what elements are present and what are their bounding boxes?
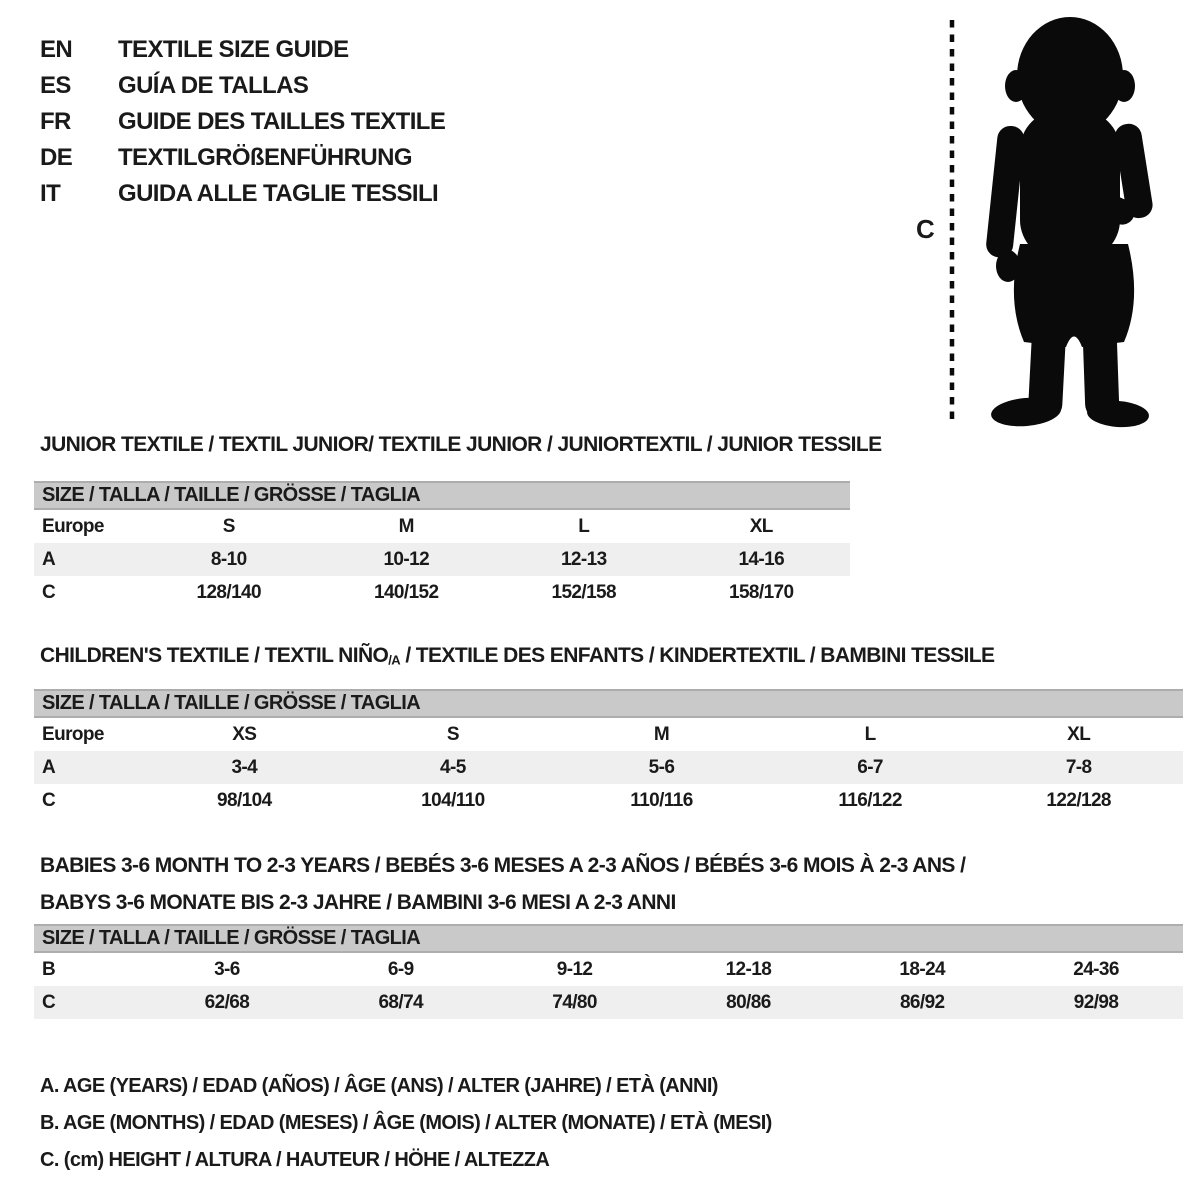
language-row-en [40,32,445,68]
language-title: GUIDE DES TAILLES TEXTILE [118,108,446,135]
height-cell: 128/140 [196,581,261,603]
junior-section-title: JUNIOR TEXTILE / TEXTIL JUNIOR/ TEXTILE JUNIOR / JUNIORTEXTIL / JUNIOR TESSILE [40,433,882,456]
language-code: ES [40,72,71,99]
size-header-label: SIZE / TALLA / TAILLE / GRÖSSE / TAGLIA [42,484,421,506]
height-cell: 68/74 [378,991,424,1013]
height-cell: 152/158 [551,581,616,603]
table-row-europe [34,718,1183,751]
table-row-height [34,784,1183,817]
age-cell: 6-9 [387,958,414,980]
children-title-subscript: /A [388,652,401,668]
legend-line-a: A. AGE (YEARS) / EDAD (AÑOS) / ÂGE (ANS) / ALTER (JAHRE) / ETÀ (ANNI) [40,1075,718,1097]
age-cell: 6-7 [857,756,883,778]
age-cell: 14-16 [738,548,785,570]
size-header-row [34,924,1183,953]
age-cell: 7-8 [1065,756,1092,778]
height-cell: 80/86 [726,991,771,1013]
language-code: IT [40,180,61,207]
age-cell: 3-4 [231,756,258,778]
age-cell: 4-5 [440,756,466,778]
language-title: TEXTILE SIZE GUIDE [118,36,349,63]
row-label-cell: Europe [42,723,104,745]
size-cell: S [222,515,235,537]
height-cell: 98/104 [217,789,272,811]
age-cell: 24-36 [1073,958,1119,980]
table-row-age [34,751,1183,784]
language-row-fr [40,104,445,140]
row-label-cell: A [42,756,56,778]
babies-section-title [40,847,965,921]
height-cell: 92/98 [1073,991,1119,1013]
measurement-legend [40,1068,772,1179]
size-cell: L [578,515,590,537]
row-label-cell: B [42,958,56,980]
size-header-label: SIZE / TALLA / TAILLE / GRÖSSE / TAGLIA [42,927,421,949]
table-row-height [34,986,1183,1019]
height-cell: 122/128 [1046,789,1111,811]
height-cell: 62/68 [204,991,250,1013]
language-row-es [40,68,445,104]
height-measure-label: C [916,214,935,244]
size-header-label: SIZE / TALLA / TAILLE / GRÖSSE / TAGLIA [42,692,421,714]
language-row-it [40,176,445,212]
row-label-cell: Europe [42,515,104,537]
height-cell: 104/110 [421,789,485,811]
row-label-cell: C [42,991,56,1013]
children-title-prefix: CHILDREN'S TEXTILE / TEXTIL NIÑO [40,644,389,667]
age-cell: 5-6 [648,756,675,778]
language-row-de [40,140,445,176]
size-cell: S [446,723,459,745]
size-cell: M [653,723,670,745]
language-code: DE [40,144,73,171]
height-cell: 86/92 [899,991,945,1013]
row-label-cell: C [42,581,56,603]
row-label-cell: C [42,789,56,811]
legend-line-c: C. (cm) HEIGHT / ALTURA / HAUTEUR / HÖHE / ALTEZZA [40,1149,550,1171]
size-cell: L [864,723,876,745]
age-cell: 12-18 [725,958,772,980]
size-cell: XS [232,723,257,745]
age-cell: 18-24 [899,958,946,980]
children-size-table [34,689,1183,817]
age-cell: 8-10 [210,548,247,570]
table-row-age [34,543,850,576]
table-row-height [34,576,850,609]
height-cell: 158/170 [729,581,794,603]
language-title: GUIDA ALLE TAGLIE TESSILI [118,180,439,207]
age-cell: 9-12 [556,958,593,980]
babies-size-table [34,924,1183,1019]
size-cell: XL [1067,723,1091,745]
height-cell: 110/116 [630,789,693,811]
language-code: FR [40,108,71,135]
size-header-row [34,689,1183,718]
height-measure-figure [900,12,1170,432]
language-title-block [40,32,445,212]
language-title: TEXTILGRÖßENFÜHRUNG [118,144,412,171]
table-row-europe [34,510,850,543]
height-cell: 140/152 [374,581,439,603]
babies-title-line2: BABYS 3-6 MONATE BIS 2-3 JAHRE / BAMBINI 3-6 MESI A 2-3 ANNI [40,891,676,914]
size-cell: XL [749,515,773,537]
toddler-silhouette-icon [900,12,1170,432]
children-title-suffix: / TEXTILE DES ENFANTS / KINDERTEXTIL / BAMBINI TESSILE [400,644,995,667]
age-cell: 10-12 [383,548,430,570]
size-cell: M [398,515,414,537]
size-header-row [34,481,850,510]
babies-title-line1: BABIES 3-6 MONTH TO 2-3 YEARS / BEBÉS 3-6 MESES A 2-3 AÑOS / BÉBÉS 3-6 MOIS À 2-3 ANS / [40,854,966,877]
language-title: GUÍA DE TALLAS [118,72,309,99]
table-row-age-months [34,953,1183,986]
row-label-cell: A [42,548,56,570]
age-cell: 12-13 [560,548,607,570]
legend-line-b: B. AGE (MONTHS) / EDAD (MESES) / ÂGE (MOIS) / ALTER (MONATE) / ETÀ (MESI) [40,1112,772,1134]
age-cell: 3-6 [214,958,240,980]
junior-size-table [34,481,850,609]
height-cell: 116/122 [838,789,902,811]
height-cell: 74/80 [552,991,597,1013]
language-code: EN [40,36,73,63]
children-section-title [40,644,994,668]
